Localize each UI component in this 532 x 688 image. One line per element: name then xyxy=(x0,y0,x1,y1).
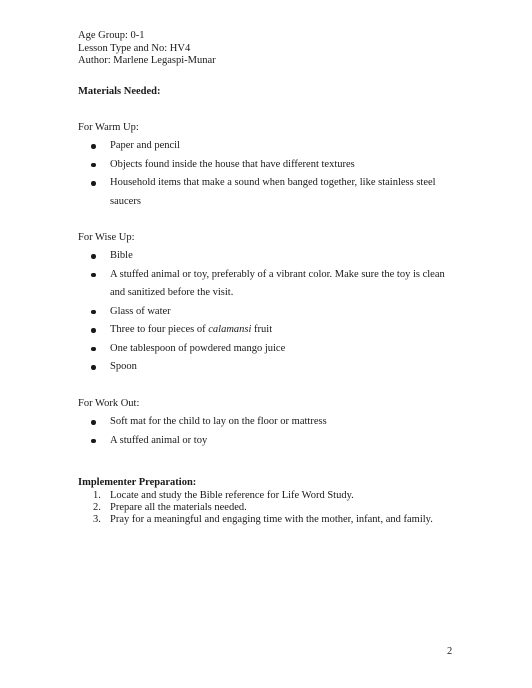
list-item: 1. Locate and study the Bible reference for Life Word Study. xyxy=(93,490,354,501)
list-item: A stuffed animal or toy xyxy=(0,432,532,451)
preparation-list xyxy=(0,490,532,526)
list-item: A stuffed animal or toy, preferably of a vibrant color. Make sure the toy is clean and sanitized before the visit. xyxy=(0,266,532,303)
list-item: Objects found inside the house that have different textures xyxy=(0,156,532,175)
list-item: Spoon xyxy=(0,358,532,377)
lesson-type: Lesson Type and No: HV4 xyxy=(78,42,191,54)
list-item: Three to four pieces of calamansi fruit xyxy=(0,321,532,340)
age-group: Age Group: 0-1 xyxy=(78,30,145,41)
bullet-icon xyxy=(91,254,96,259)
wise-up-title: For Wise Up: xyxy=(78,232,135,243)
bullet-icon xyxy=(91,144,96,149)
bullet-icon xyxy=(91,420,96,425)
bullet-icon xyxy=(91,310,96,315)
warm-up-list xyxy=(0,137,532,211)
list-item: Household items that make a sound when banged together, like stainless steel saucers xyxy=(0,174,532,211)
bullet-icon xyxy=(91,181,96,186)
work-out-list xyxy=(0,413,532,450)
list-item: Bible xyxy=(0,247,532,266)
page-number: 2 xyxy=(447,646,453,657)
work-out-title: For Work Out: xyxy=(78,398,140,409)
list-item: Soft mat for the child to lay on the floor or mattress xyxy=(0,413,532,432)
materials-heading: Materials Needed: xyxy=(78,86,161,97)
bullet-icon xyxy=(91,328,96,333)
warm-up-title: For Warm Up: xyxy=(78,122,139,133)
list-item: One tablespoon of powdered mango juice xyxy=(0,340,532,359)
bullet-icon xyxy=(91,273,96,278)
list-item: Paper and pencil xyxy=(0,137,532,156)
list-item: Glass of water xyxy=(0,303,532,322)
lesson-header xyxy=(78,30,216,68)
list-item: 2. Prepare all the materials needed. xyxy=(93,502,247,513)
bullet-icon xyxy=(91,347,96,352)
bullet-icon xyxy=(91,439,96,444)
wise-up-list xyxy=(0,247,532,377)
list-item: 3. Pray for a meaningful and engaging time with the mother, infant, and family. xyxy=(93,514,433,525)
author: Author: Marlene Legaspi-Munar xyxy=(78,55,216,66)
bullet-icon xyxy=(91,365,96,370)
bullet-icon xyxy=(91,163,96,168)
preparation-heading: Implementer Preparation: xyxy=(78,477,197,488)
